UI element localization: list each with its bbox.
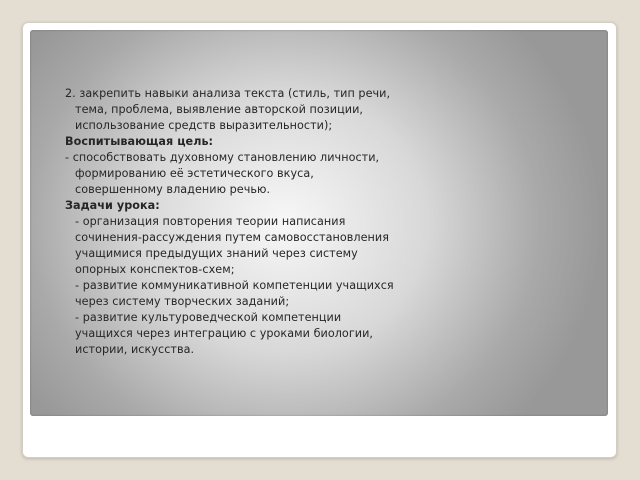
slide-text <box>65 86 395 358</box>
lesson-task-2: - развитие коммуникативной компетенции учащихся через систему творческих заданий; <box>75 279 394 308</box>
educational-goal-heading: Воспитывающая цель: <box>65 135 214 148</box>
lesson-tasks-heading: Задачи урока: <box>65 199 160 212</box>
objective-item-2: 2. закрепить навыки анализа текста (стиль, тип речи, тема, проблема, выявление авторской позиции, использование средств выразительности); <box>65 87 391 132</box>
educational-goal-item: - способствовать духовному становлению личности, формированию её эстетического вкуса, совершенному владению речью. <box>65 151 380 196</box>
lesson-task-1: - организация повторения теории написания сочинения-рассуждения путем самовосстановления учащимися предыдущих знаний через систему опорных конспектов-схем; <box>75 215 390 276</box>
lesson-task-3: - развитие культуроведческой компетенции учащихся через интеграцию с уроками биологии, истории, искусства. <box>75 311 374 356</box>
